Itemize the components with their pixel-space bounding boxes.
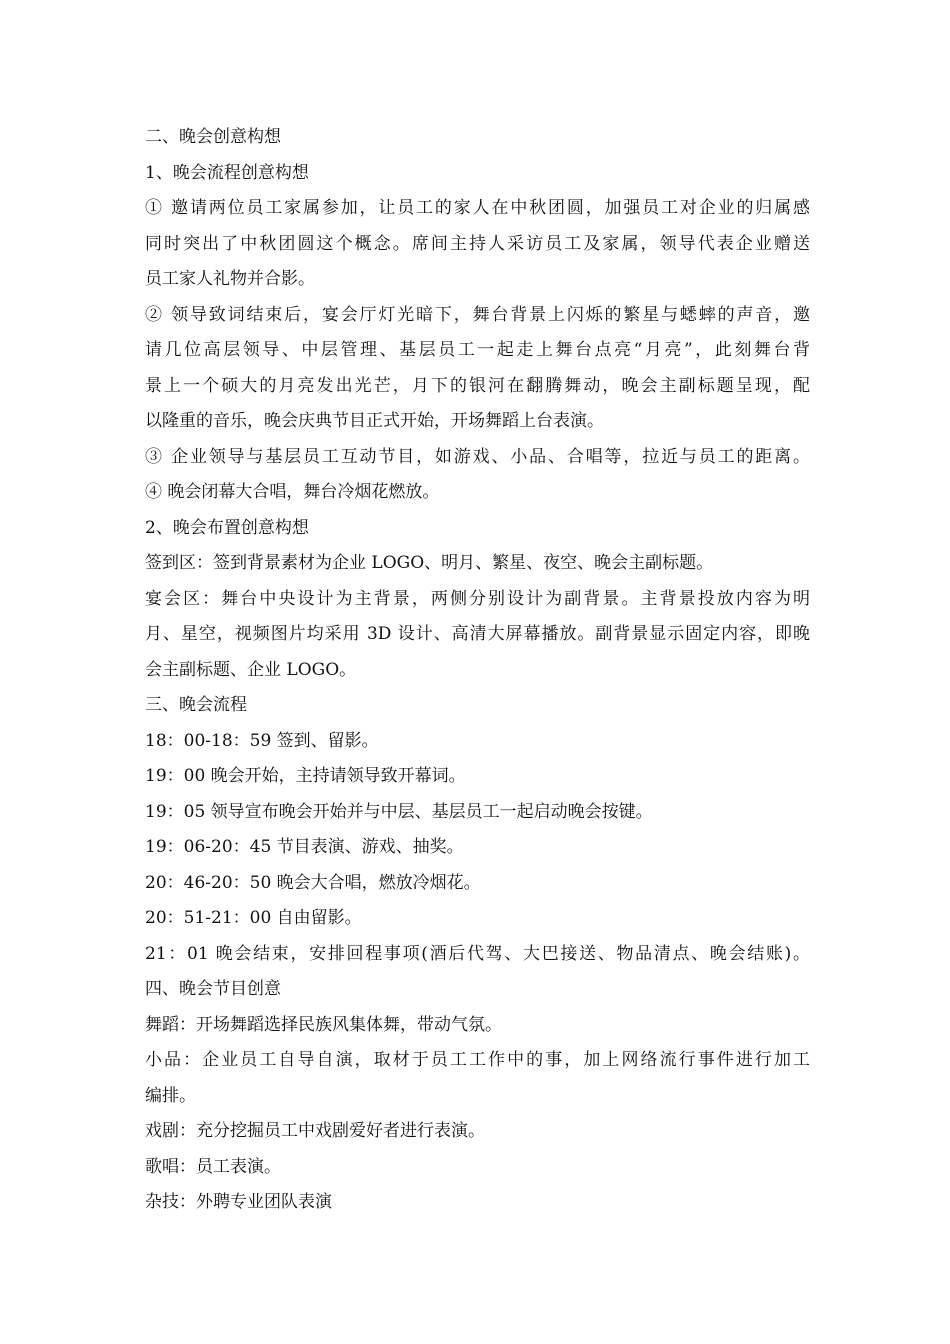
text-line: 21：01 晚会结束，安排回程事项(酒后代驾、大巴接送、物品清点、晚会结账)。 xyxy=(145,943,810,964)
text-line: 19：05 领导宣布晚会开始并与中层、基层员工一起启动晚会按键。 xyxy=(145,801,653,822)
text-line: 小品：企业员工自导自演，取材于员工工作中的事，加上网络流行事件进行加工 xyxy=(145,1050,810,1070)
text-line: 20：46-20：50 晚会大合唱，燃放冷烟花。 xyxy=(145,872,481,893)
text-line: 景上一个硕大的月亮发出光芒，月下的银河在翻腾舞动，晚会主副标题呈现，配 xyxy=(145,375,810,396)
text-line: 戏剧：充分挖掘员工中戏剧爱好者进行表演。 xyxy=(145,1121,485,1141)
text-line: 舞蹈：开场舞蹈选择民族风集体舞，带动气氛。 xyxy=(145,1014,502,1035)
text-line: 会主副标题、企业 LOGO。 xyxy=(145,659,357,680)
text-line: 2、晚会布置创意构想 xyxy=(145,517,309,538)
document-page xyxy=(145,120,810,1221)
text-line: 同时突出了中秋团圆这个概念。席间主持人采访员工及家属，领导代表企业赠送 xyxy=(145,233,810,254)
text-line: 宴会区：舞台中央设计为主背景，两侧分别设计为副背景。主背景投放内容为明 xyxy=(145,588,810,609)
text-line: ② 领导致词结束后，宴会厅灯光暗下，舞台背景上闪烁的繁星与蟋蟀的声音，邀 xyxy=(145,304,810,325)
text-line: 二、晚会创意构想 xyxy=(145,127,281,147)
text-line: 18：00-18：59 签到、留影。 xyxy=(145,730,379,751)
text-line: 1、晚会流程创意构想 xyxy=(145,162,309,183)
text-line: ① 邀请两位员工家属参加，让员工的家人在中秋团圆，加强员工对企业的归属感 xyxy=(145,198,810,218)
text-line: ④ 晚会闭幕大合唱，舞台冷烟花燃放。 xyxy=(145,482,440,502)
text-line: 请几位高层领导、中层管理、基层员工一起走上舞台点亮“月亮”，此刻舞台背 xyxy=(145,340,810,360)
text-line: 三、晚会流程 xyxy=(145,695,247,715)
text-line: 编排。 xyxy=(145,1085,196,1106)
text-line: 四、晚会节目创意 xyxy=(145,979,281,999)
text-line: 20：51-21：00 自由留影。 xyxy=(145,908,362,928)
text-line: 签到区：签到背景素材为企业 LOGO、明月、繁星、夜空、晚会主副标题。 xyxy=(145,553,714,573)
text-line: 月、星空，视频图片均采用 3D 设计、高清大屏幕播放。副背景显示固定内容，即晚 xyxy=(145,624,810,644)
text-line: 员工家人礼物并合影。 xyxy=(145,269,315,289)
text-line: ③ 企业领导与基层员工互动节目，如游戏、小品、合唱等，拉近与员工的距离。 xyxy=(145,446,810,467)
text-line: 19：00 晚会开始，主持请领导致开幕词。 xyxy=(145,766,466,786)
text-line: 杂技：外聘专业团队表演 xyxy=(145,1192,332,1212)
text-line: 以隆重的音乐，晚会庆典节目正式开始，开场舞蹈上台表演。 xyxy=(145,411,604,431)
text-line: 19：06-20：45 节目表演、游戏、抽奖。 xyxy=(145,837,464,857)
text-line: 歌唱：员工表演。 xyxy=(145,1156,281,1177)
